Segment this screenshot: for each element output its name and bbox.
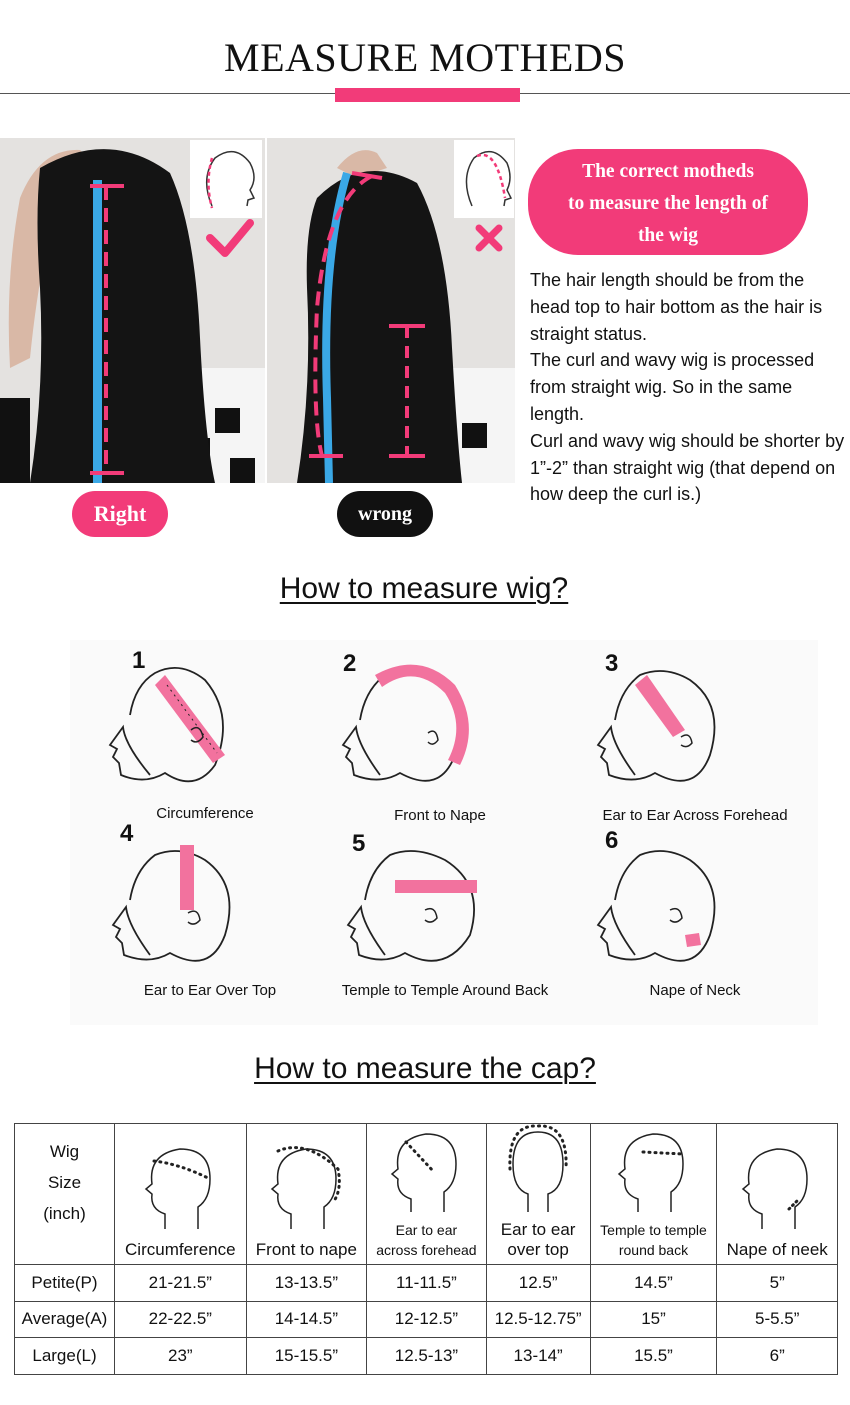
table-row (15, 1338, 838, 1375)
table-cell: 12-12.5” (367, 1301, 487, 1338)
table-cell: 15.5” (590, 1338, 717, 1375)
explanation-paragraph: The hair length should be from the head top to hair bottom as the hair is straight status. (530, 270, 823, 344)
diagram-step-6 (595, 825, 795, 1005)
head-profile-icon (190, 140, 262, 218)
corner-line: (inch) (43, 1203, 86, 1223)
callout-line: The correct motheds (582, 161, 754, 182)
head-profile-icon (454, 140, 514, 218)
wig-diagrams-panel (70, 640, 818, 1025)
header-accent-bar (335, 88, 520, 102)
diagram-step-5 (341, 825, 549, 1005)
column-header-temple-to-temple (590, 1124, 717, 1265)
page-title: MEASURE MOTHEDS (224, 35, 626, 80)
head-ear-to-ear-forehead-icon (595, 645, 795, 805)
column-header-ear-to-ear-top (486, 1124, 590, 1265)
column-header-front-to-nape (246, 1124, 366, 1265)
step-number: 6 (605, 827, 619, 854)
table-header-row (15, 1124, 838, 1265)
callout-line: to measure the length of (567, 193, 769, 214)
head-front-to-nape-icon (266, 1139, 346, 1234)
wig-section-title (0, 572, 849, 606)
explanation-paragraph: The curl and wavy wig is processed from straight wig. So in the same length. (530, 350, 815, 424)
explanation-paragraph: Curl and wavy wig should be shorter by 1”-2” than straight wig (that depend on how deep the curl is.) (530, 430, 845, 505)
column-label: Nape of neek (726, 1240, 828, 1259)
diagram-step-1 (105, 645, 305, 825)
callout-correct-method (528, 149, 808, 255)
step-caption: Temple to Temple Around Back (341, 982, 549, 999)
table-cell: 23” (115, 1338, 247, 1375)
corner-line: Size (47, 1172, 82, 1192)
table-cell: 5-5.5” (717, 1301, 838, 1338)
step-number: 5 (352, 830, 366, 857)
table-cell: 5” (717, 1265, 838, 1302)
head-ear-to-ear-top-icon (498, 1124, 578, 1214)
table-cell: 15-15.5” (246, 1338, 366, 1375)
cap-section-title (0, 1052, 850, 1086)
row-size-label: Petite(P) (15, 1265, 115, 1302)
corner-line: Wig (49, 1141, 80, 1161)
table-cell: 14.5” (590, 1265, 717, 1302)
head-ear-to-ear-top-icon (110, 825, 310, 985)
head-temple-to-temple-icon (613, 1124, 693, 1214)
table-corner-header (15, 1124, 115, 1265)
cap-section-title-text: How to measure the cap? (254, 1052, 596, 1085)
photo-wrong-method (267, 138, 515, 483)
step-caption: Nape of Neck (649, 982, 741, 999)
step-caption: Ear to Ear Across Forehead (602, 807, 788, 824)
column-label: across forehead (376, 1242, 477, 1258)
head-ear-to-ear-forehead-icon (386, 1124, 466, 1214)
table-cell: 14-14.5” (246, 1301, 366, 1338)
row-size-label: Average(A) (15, 1301, 115, 1338)
head-front-to-nape-icon (340, 645, 540, 805)
table-cell: 15” (590, 1301, 717, 1338)
step-number: 2 (343, 650, 357, 677)
table-cell: 13-13.5” (246, 1265, 366, 1302)
column-label: Circumference (125, 1240, 236, 1259)
step-caption: Circumference (156, 805, 254, 822)
column-label: Ear to ear (500, 1220, 576, 1239)
row-size-label: Large(L) (15, 1338, 115, 1375)
explanation-text (530, 267, 846, 508)
table-cell: 12.5-12.75” (486, 1301, 590, 1338)
callout-line: the wig (637, 225, 699, 246)
head-circumference-icon (140, 1139, 220, 1234)
head-nape-of-neck-icon (737, 1139, 817, 1234)
table-row (15, 1301, 838, 1338)
column-header-circumference (115, 1124, 247, 1265)
column-label: Ear to ear (395, 1222, 458, 1238)
table-row (15, 1265, 838, 1302)
table-cell: 6” (717, 1338, 838, 1375)
column-label: round back (618, 1242, 689, 1258)
step-number: 3 (605, 650, 619, 677)
head-circumference-icon (105, 645, 305, 805)
column-label: Front to nape (255, 1240, 357, 1259)
step-number: 1 (132, 647, 146, 674)
diagram-step-3 (595, 645, 795, 825)
column-label: Temple to temple (600, 1222, 707, 1238)
wig-section-title-text: How to measure wig? (279, 572, 569, 605)
head-nape-of-neck-icon (595, 825, 795, 985)
table-cell: 12.5-13” (367, 1338, 487, 1375)
diagram-step-2 (340, 645, 540, 825)
table-cell: 13-14” (486, 1338, 590, 1375)
table-cell: 12.5” (486, 1265, 590, 1302)
step-number: 4 (120, 820, 134, 847)
cap-size-table (14, 1123, 838, 1375)
table-cell: 21-21.5” (115, 1265, 247, 1302)
step-caption: Ear to Ear Over Top (143, 982, 277, 999)
column-header-ear-to-ear-forehead (367, 1124, 487, 1265)
table-cell: 11-11.5” (367, 1265, 487, 1302)
right-label: Right (72, 491, 168, 537)
diagram-step-4 (110, 820, 310, 1005)
column-header-nape-of-neck (717, 1124, 838, 1265)
step-caption: Front to Nape (394, 807, 486, 824)
column-label: over top (507, 1240, 569, 1259)
photo-right-method (0, 138, 265, 483)
wrong-label: wrong (337, 491, 433, 537)
table-cell: 22-22.5” (115, 1301, 247, 1338)
head-temple-to-temple-icon (345, 825, 545, 985)
